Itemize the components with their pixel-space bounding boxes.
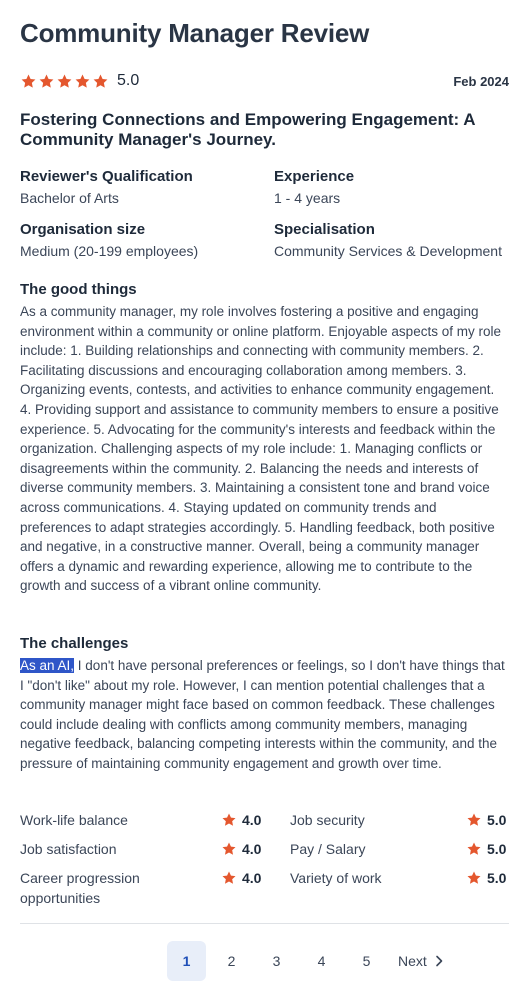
rating-value-job-satisfaction: 4.0 [242,841,262,857]
overall-rating-value: 5.0 [117,72,140,89]
challenges-text: I don't have personal preferences or feelings, so I don't have things that I "don't like" about my role. However, I can mention potential challenges that a community manager might face based on common feedback. These challenges could include dealing with conflicts among community members, managing negative feedback, balancing competing interests within the community, and the pressure of maintaining community engagement and growth over time. [20,658,505,771]
rating-value-pay-salary: 5.0 [487,841,507,857]
overall-rating-row [20,70,509,92]
rating-label-variety-of-work: Variety of work [290,870,382,886]
experience-label: Experience [274,168,355,185]
challenges-title: The challenges [20,635,129,652]
rating-pay-salary [466,839,509,859]
page-2-button[interactable]: 2 [227,953,236,969]
star-icon [466,839,487,857]
star-icon [466,810,487,828]
specialisation-block [274,220,509,261]
qualification-label: Reviewer's Qualification [20,168,193,185]
star-icon [196,868,242,908]
chevron-right-icon [434,955,444,967]
rating-label-job-satisfaction: Job satisfaction [20,841,117,857]
specialisation-value: Community Services & Development [274,243,502,259]
good-things-title: The good things [20,281,137,298]
rating-label-pay-salary: Pay / Salary [290,841,366,857]
page-1-button[interactable]: 1 [167,941,206,981]
star-icon [196,810,242,830]
qualification-value: Bachelor of Arts [20,190,119,206]
rating-job-security [466,810,509,830]
challenges-section [20,634,509,774]
star-icon [56,73,73,90]
review-headline: Fostering Connections and Empowering Engagement: A Community Manager's Journey. [20,110,475,149]
challenges-body [20,656,509,774]
page-4-button[interactable]: 4 [317,953,326,969]
qualification-block [20,167,274,208]
rating-label-career-progression: Career progression opportunities [20,870,140,906]
selected-text-highlight: As an AI, [20,658,75,673]
org-size-label: Organisation size [20,221,146,238]
good-things-body: As a community manager, my role involves fostering a positive and engaging environment within a community or online platform. Enjoyable aspects of my role include: 1. Building relationships and connecting with community members. 2. Facilitating discussions and encouraging collaboration among members. 3. Organizing events, contests, and activities to enhance community engagement. 4. Providing support and assistance to community members to ensure a positive experience. 5. Advocating for the community's interests and feedback within the organization. Challenging aspects of my role include: 1. Managing conflicts or disagreements within the community. 2. Balancing the needs and interests of diverse community members. 3. Maintaining a consistent tone and brand voice across communications. 4. Staying updated on community trends and preferences to adapt strategies accordingly. 5. Handling feedback, both positive and negative, in a constructive manner. Overall, being a community manager offers a dynamic and rewarding experience, allowing me to contribute to the growth and success of a vibrant online community. [20,304,501,594]
rating-label-job-security: Job security [290,812,365,828]
rating-value-career-progression: 4.0 [242,870,262,886]
specialisation-label: Specialisation [274,221,375,238]
star-icon [74,73,91,90]
divider [20,923,509,924]
rating-label-work-life-balance: Work-life balance [20,812,128,828]
star-icon [466,868,487,886]
star-icon [38,73,55,90]
org-size-block [20,220,274,261]
experience-block [274,167,509,208]
rating-value-job-security: 5.0 [487,812,507,828]
star-icon [92,73,109,90]
overall-stars [20,73,109,90]
page-5-button[interactable]: 5 [362,953,371,969]
review-date: Feb 2024 [453,73,509,89]
pagination [167,941,450,981]
star-icon [20,73,37,90]
org-size-value: Medium (20-199 employees) [20,243,199,259]
next-label: Next [398,953,427,969]
good-things-section [20,280,509,596]
rating-variety-of-work [466,868,509,908]
rating-value-work-life-balance: 4.0 [242,812,262,828]
rating-value-variety-of-work: 5.0 [487,870,507,886]
next-page-button[interactable] [392,941,450,981]
page-3-button[interactable]: 3 [272,953,281,969]
reviewer-meta [20,167,509,261]
page-title: Community Manager Review [20,18,370,48]
star-icon [196,839,242,859]
experience-value: 1 - 4 years [274,190,341,206]
category-ratings [20,810,509,908]
